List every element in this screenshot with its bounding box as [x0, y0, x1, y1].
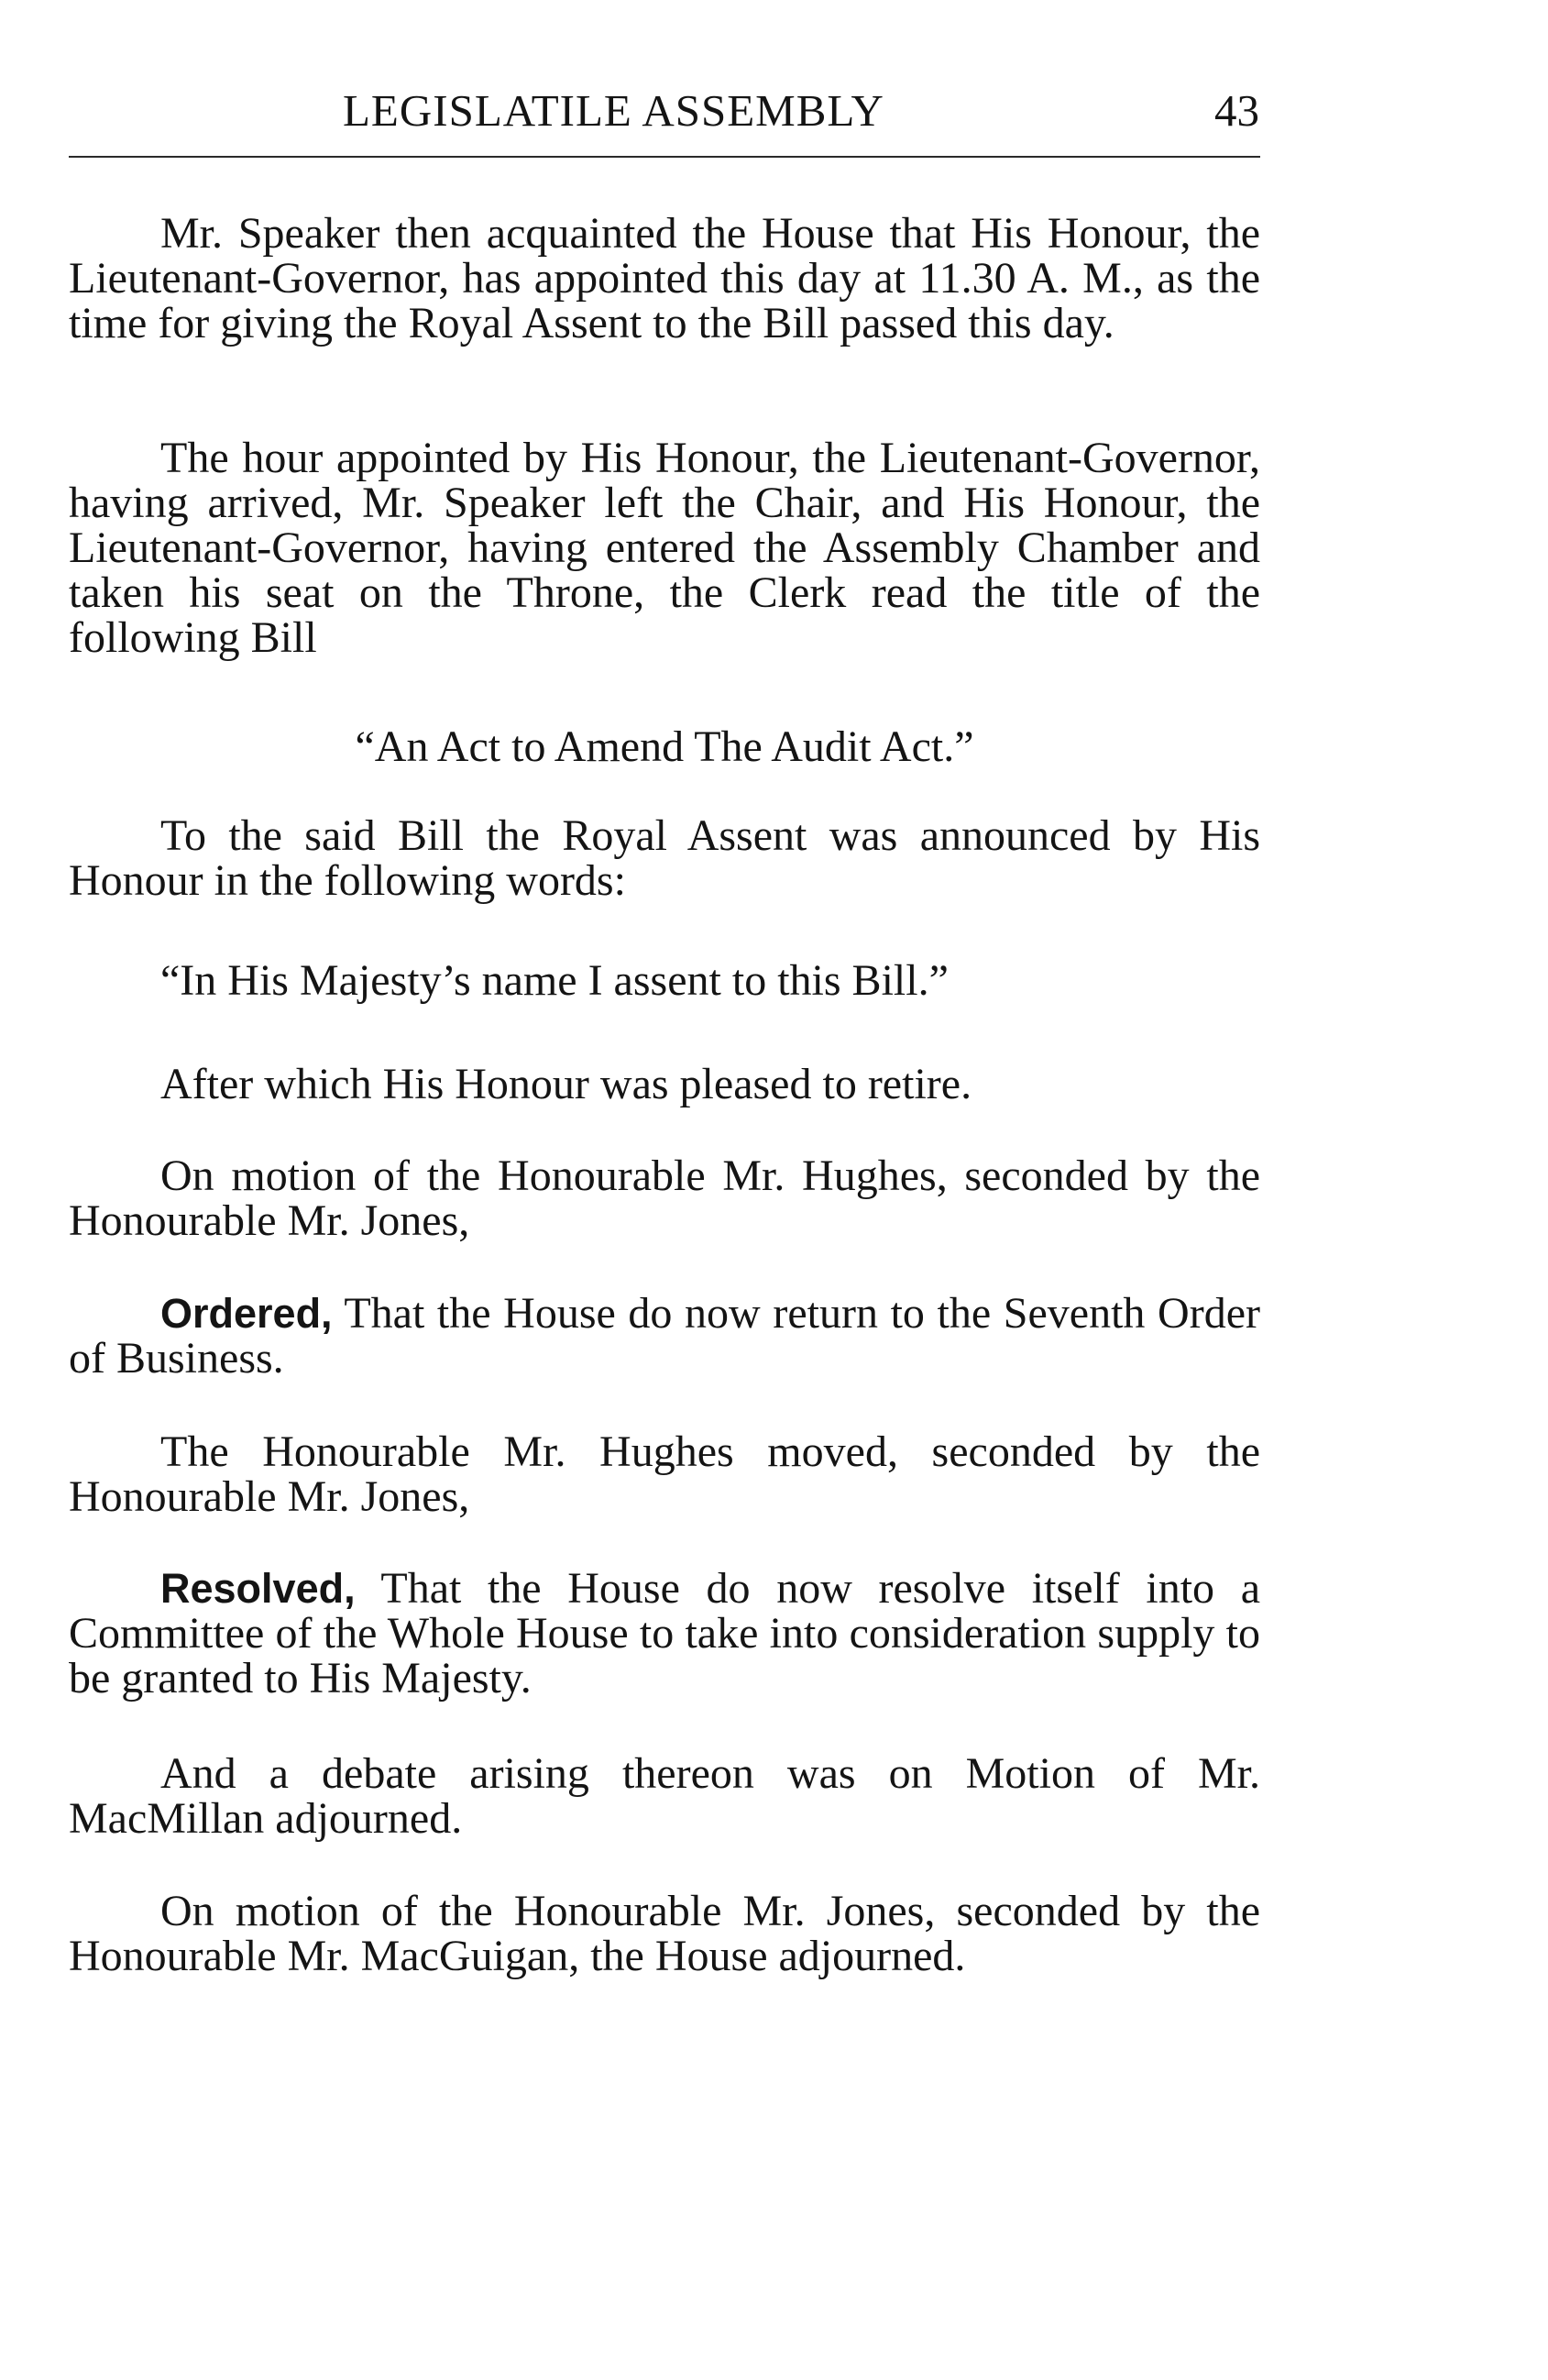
assent-quote: [69, 958, 1260, 1003]
running-header-title: LEGISLATILE ASSEMBLY: [343, 85, 884, 136]
paragraph-assent-announced: [69, 813, 1260, 903]
assent-quote-text: “In His Majesty’s name I assent to this Bill.”: [160, 956, 949, 1005]
paragraph-text: That the House do now return to the Seventh Order of Business.: [69, 1289, 1260, 1383]
resolved-lead: Resolved,: [160, 1565, 356, 1612]
paragraph-text: And a debate arising thereon was on Motion of Mr. MacMillan adjourned.: [69, 1749, 1260, 1843]
paragraph-text: That the House do now resolve itself into a Committee of the Whole House to take into consideration supply to be granted to His Majesty.: [69, 1564, 1260, 1702]
paragraph-retire: [69, 1062, 1260, 1107]
paragraph-motion-hughes: [69, 1153, 1260, 1243]
paragraph-house-adjourned: [69, 1889, 1260, 1978]
paragraph-text: To the said Bill the Royal Assent was announced by His Honour in the following words:: [69, 811, 1260, 905]
bill-title: [69, 724, 1260, 769]
paragraph-text: After which His Honour was pleased to retire.: [160, 1060, 972, 1108]
header-rule: [69, 156, 1260, 158]
paragraph-royal-assent-notice: [69, 211, 1260, 346]
paragraph-lieutenant-governor-arrival: [69, 435, 1260, 660]
paragraph-text: Mr. Speaker then acquainted the House that His Honour, the Lieutenant-Governor, has appointed this day at 11.30 A. M., as the time for giving the Royal Assent to the Bill passed this day.: [69, 209, 1260, 347]
paragraph-text: The Honourable Mr. Hughes moved, seconded by the Honourable Mr. Jones,: [69, 1427, 1260, 1521]
paragraph-resolved: [69, 1566, 1260, 1701]
paragraph-ordered: [69, 1291, 1260, 1381]
page-number: 43: [1214, 85, 1259, 136]
paragraph-text: On motion of the Honourable Mr. Hughes, seconded by the Honourable Mr. Jones,: [69, 1151, 1260, 1245]
paragraph-text: The hour appointed by His Honour, the Lieutenant-Governor, having arrived, Mr. Speaker left the Chair, and His Honour, the Lieutenant-Governor, having entered the Assembly Chamber and taken his seat on the Throne, the Clerk read the title of the following Bill: [69, 434, 1260, 662]
ordered-lead: Ordered,: [160, 1290, 333, 1337]
paragraph-text: On motion of the Honourable Mr. Jones, seconded by the Honourable Mr. MacGuigan, the House adjourned.: [69, 1887, 1260, 1980]
bill-title-text: “An Act to Amend The Audit Act.”: [355, 722, 974, 771]
paragraph-debate-adjourned: [69, 1751, 1260, 1841]
paragraph-hughes-moved: [69, 1429, 1260, 1519]
